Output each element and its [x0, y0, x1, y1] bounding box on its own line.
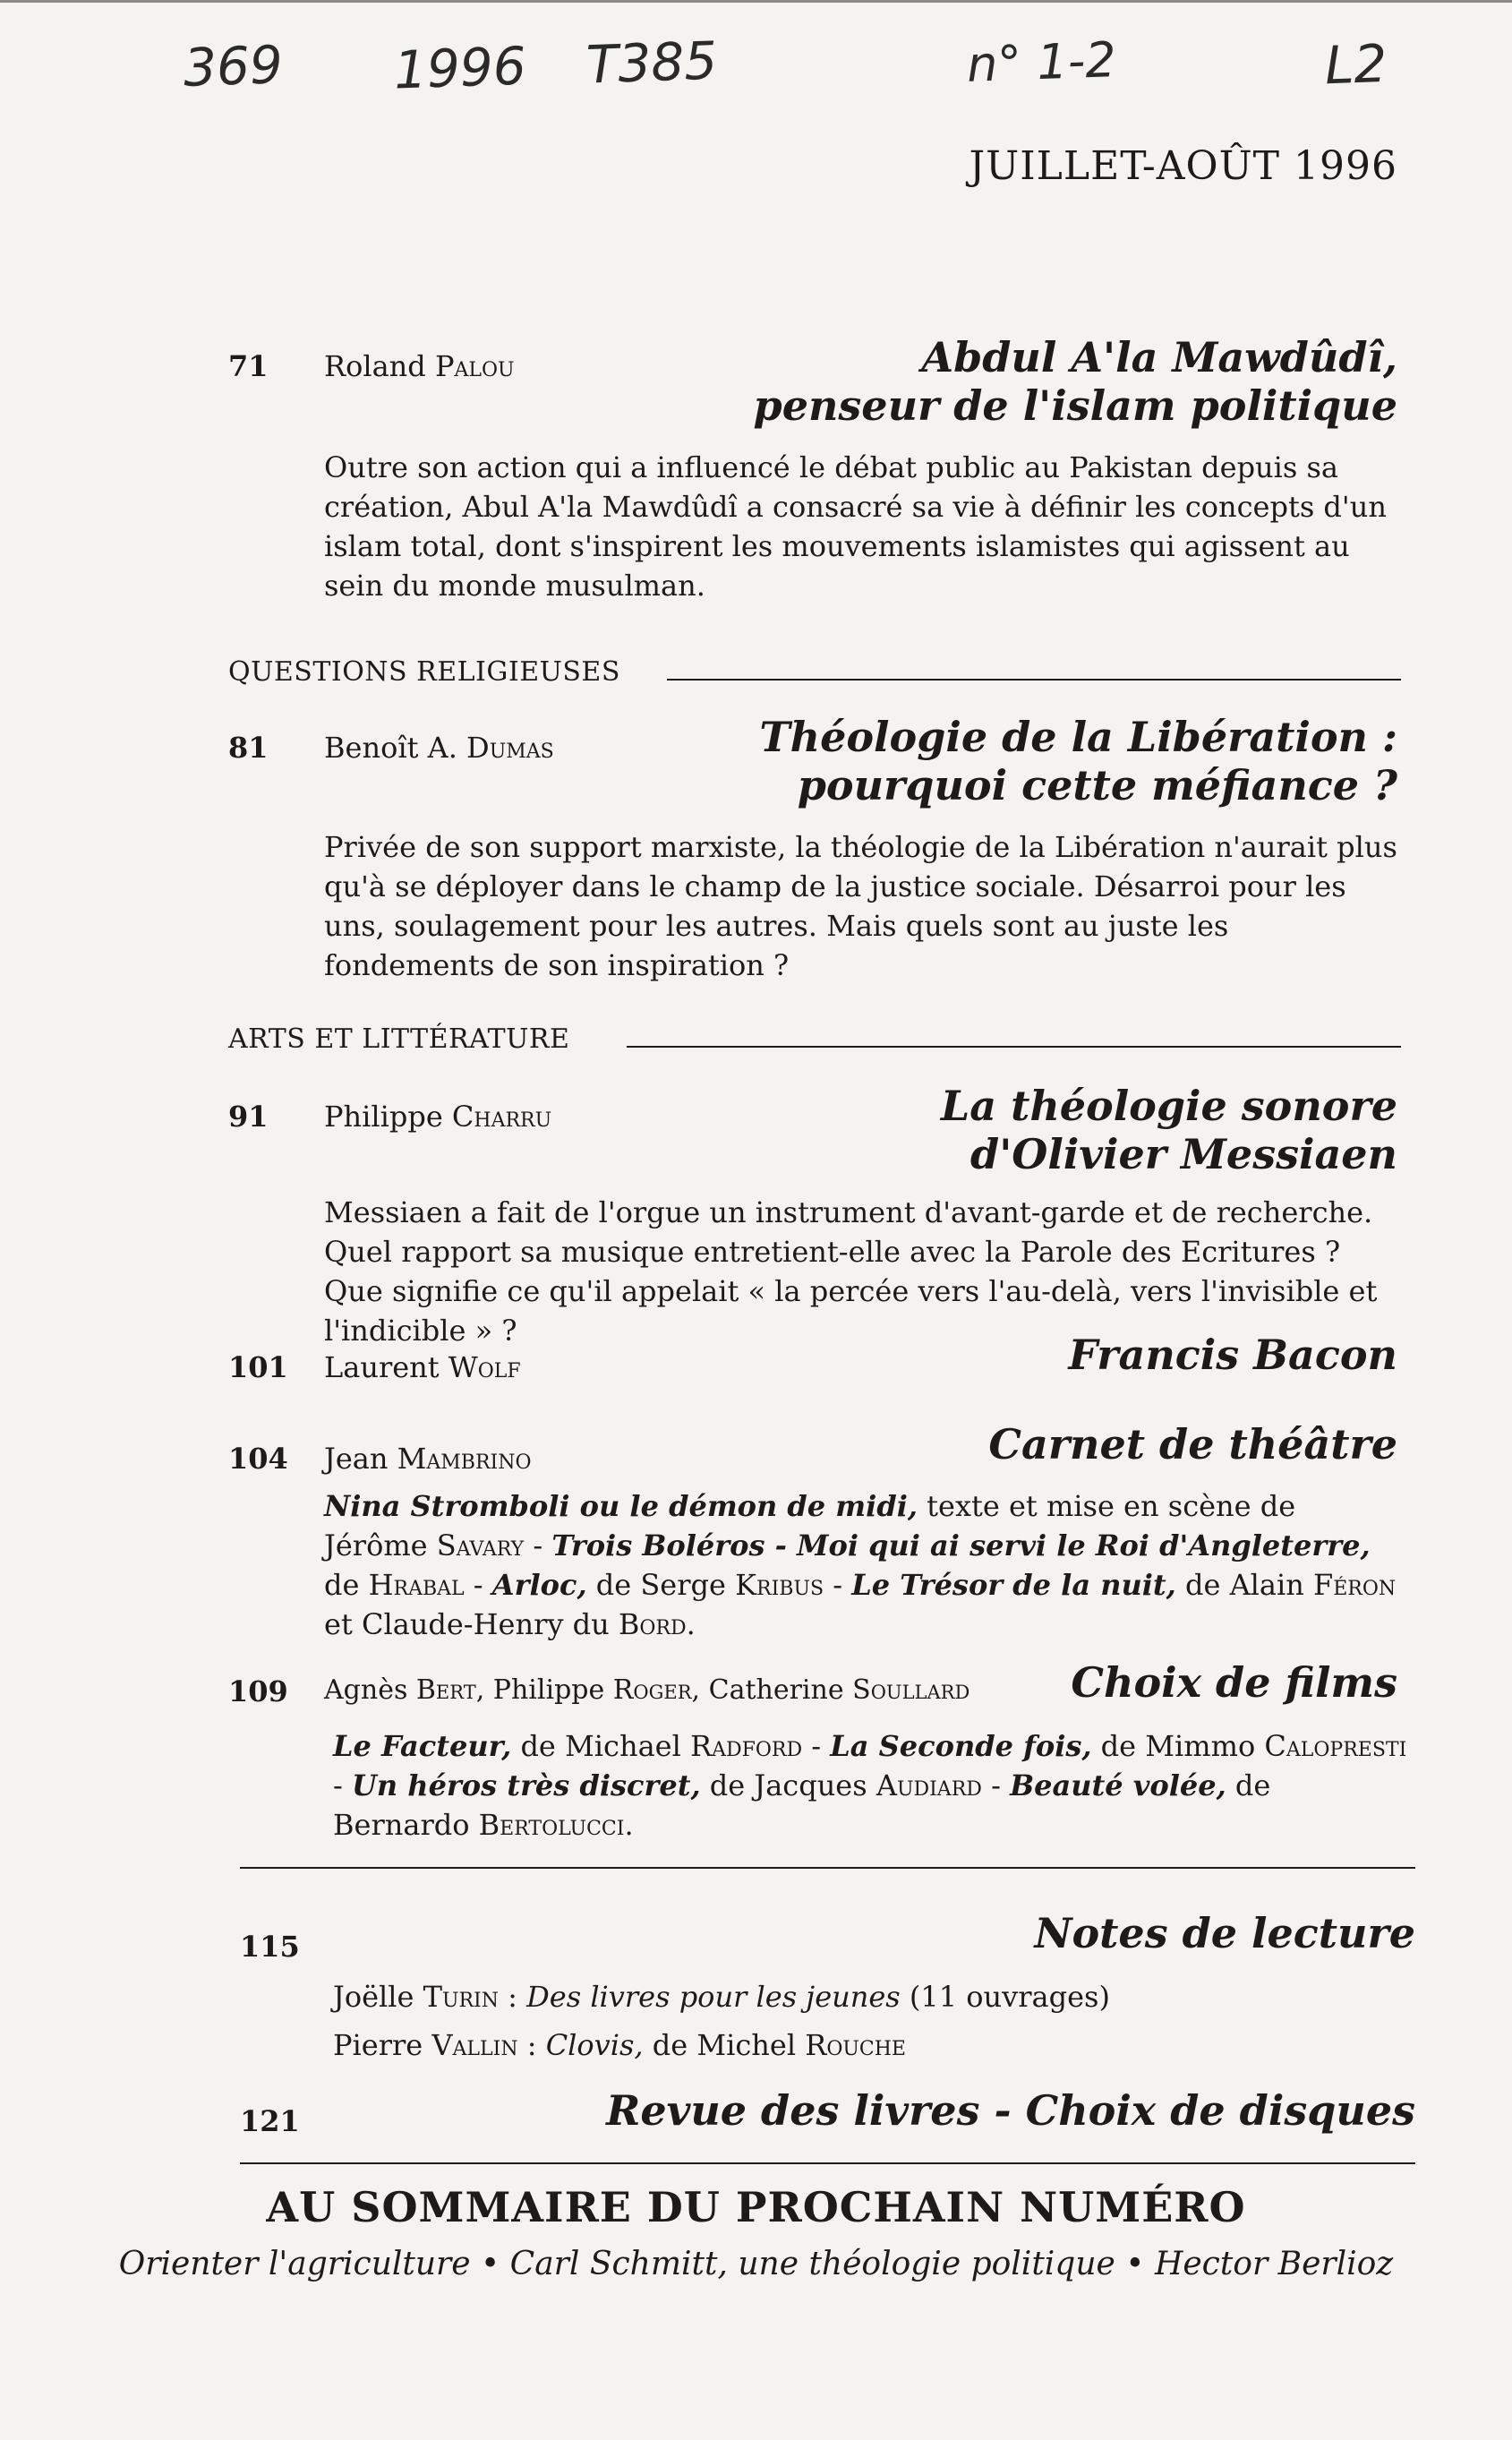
page-number-115: 115 [240, 1930, 300, 1964]
summary-text: de Alain [1175, 1568, 1313, 1603]
summary-text: de Jacques [700, 1768, 876, 1803]
issue-date: JUILLET-AOÛT 1996 [969, 143, 1397, 189]
play-title: Nina Stromboli ou le démon de midi, [324, 1489, 918, 1523]
summary-text: . [624, 1808, 634, 1843]
summary-text: et Claude-Henry du [324, 1607, 619, 1642]
separator-rule [240, 1867, 1415, 1869]
page-number-101: 101 [228, 1350, 288, 1384]
author-last-name: Soullard [852, 1674, 970, 1706]
author-dumas [324, 731, 554, 765]
article-summary-mawdudi: Outre son action qui a influencé le débat public au Pakistan depuis sa création, Abul A'la Mawdûdî a consacré sa vie à définir les concepts d'un islam total, dont s'inspirent les mouvements islamistes qui agissent au sein du monde musulman. [324, 450, 1387, 604]
author-last-name: Palou [434, 349, 515, 383]
page-number-71: 71 [228, 349, 269, 383]
person-name: Audiard [876, 1768, 982, 1803]
next-issue-heading: AU SOMMAIRE DU PROCHAIN NUMÉRO [266, 2183, 1246, 2231]
author-last-name: Dumas [466, 731, 554, 765]
summary-text: de Michel [643, 2028, 806, 2062]
author-mambrino [324, 1442, 532, 1476]
author-last-name: Turin [423, 1980, 499, 2014]
handwritten-note-issue: n° 1-2 [965, 31, 1117, 93]
person-name: Féron [1313, 1568, 1397, 1603]
page-number-81: 81 [228, 731, 269, 765]
separator: - [802, 1729, 831, 1763]
section-rule [667, 679, 1401, 681]
section-rule [627, 1046, 1401, 1048]
page-number-104: 104 [228, 1442, 288, 1476]
summary-text: de Mimmo [1091, 1729, 1265, 1763]
author-first-name: Philippe [492, 1674, 605, 1706]
separator: - [333, 1768, 352, 1803]
author-first-name: Roland [324, 349, 426, 383]
separator: - [824, 1568, 852, 1603]
section-heading-arts: ARTS ET LITTÉRATURE [228, 1023, 570, 1055]
separator: - [524, 1528, 552, 1563]
article-summary-theatre [324, 1486, 1398, 1645]
page-number-109: 109 [228, 1674, 288, 1708]
author-first-name: Catherine [708, 1674, 844, 1706]
reading-note-turin [333, 1977, 1407, 2016]
author-first-name: Laurent [324, 1350, 440, 1384]
author-last-name: Wolf [448, 1350, 521, 1384]
book-count: (11 ouvrages) [900, 1980, 1110, 2014]
handwritten-note-year: 1996 [392, 35, 527, 101]
summary-text: de Michael [511, 1729, 690, 1763]
article-summary-messiaen: Messiaen a fait de l'orgue un instrument d'avant-garde et de recherche. Quel rapport sa musique entretient-elle avec la Parole des Ecritures ? Que signifie ce qu'il appelait « la percée vers l'au-delà, vers l'invisible et l'indicible » ? [324, 1195, 1378, 1348]
play-title: Trois Boléros - Moi qui ai servi le Roi d'Angleterre, [551, 1528, 1371, 1563]
separator-rule [240, 2162, 1415, 2164]
author-wolf [324, 1350, 521, 1384]
article-title-reviews[interactable]: Revue des livres - Choix de disques [606, 2086, 1415, 2135]
title-line: Abdul A'la Mawdûdî, [921, 333, 1397, 381]
summary-text: . [686, 1607, 696, 1642]
page-number-91: 91 [228, 1100, 269, 1134]
article-title-messiaen[interactable] [941, 1082, 1397, 1179]
person-name: Calopresti [1264, 1729, 1407, 1763]
person-name: Kribus [735, 1568, 824, 1603]
play-title: Le Trésor de la nuit, [851, 1568, 1176, 1603]
author-first-name: Agnès [324, 1674, 408, 1706]
author-last-name: Bert [415, 1674, 476, 1706]
article-summary-liberation: Privée de son support marxiste, la théologie de la Libération n'aurait plus qu'à se déployer dans le champ de la justice sociale. Désarroi pour les uns, soulagement pour les autres. Mais quels sont au juste les fondements de son inspiration ? [324, 830, 1397, 983]
authors-films: Agnès Bert, Philippe Roger, Catherine Soullard [324, 1674, 970, 1706]
book-title: Clovis, [545, 2028, 644, 2062]
separator: : [499, 1980, 527, 2014]
article-title-bacon[interactable]: Francis Bacon [1068, 1331, 1397, 1379]
article-title-liberation[interactable] [759, 713, 1397, 810]
person-name: Hrabal [368, 1568, 465, 1603]
handwritten-note-call-number: T385 [585, 30, 719, 96]
author-first-name: Benoît A. [324, 731, 457, 765]
article-title-notes[interactable]: Notes de lecture [1034, 1909, 1415, 1957]
person-name: Rouche [805, 2028, 906, 2062]
summary-text: texte et mise en scène de Jérôme [324, 1489, 1296, 1563]
article-title-theatre[interactable]: Carnet de théâtre [988, 1420, 1397, 1468]
top-edge-line [0, 0, 1512, 3]
title-line: pourquoi cette méfiance ? [797, 761, 1397, 810]
author-last-name: Roger [612, 1674, 692, 1706]
title-line: d'Olivier Messiaen [970, 1130, 1397, 1179]
article-title-films[interactable]: Choix de films [1071, 1658, 1397, 1707]
summary-text: de Bernardo [333, 1768, 1271, 1843]
page-number-121: 121 [240, 2104, 300, 2138]
author-first-name: Joëlle [333, 1980, 414, 2014]
handwritten-note-369: 369 [182, 34, 284, 98]
author-last-name: Mambrino [397, 1442, 532, 1476]
separator: - [464, 1568, 492, 1603]
section-heading-religion: QUESTIONS RELIGIEUSES [228, 656, 620, 688]
film-title: Le Facteur, [333, 1729, 512, 1763]
author-first-name: Jean [324, 1442, 389, 1476]
book-title: Des livres pour les jeunes [526, 1980, 901, 2014]
summary-text: de [324, 1568, 369, 1603]
person-name: Bertolucci [478, 1808, 625, 1843]
film-title: Beauté volée, [1010, 1768, 1226, 1803]
author-first-name: Pierre [333, 2028, 423, 2062]
play-title: Arloc, [491, 1568, 587, 1603]
article-title-mawdudi[interactable] [754, 333, 1397, 431]
handwritten-note-l2: L2 [1323, 32, 1388, 97]
separator: : [517, 2028, 546, 2062]
person-name: Bord [618, 1607, 687, 1642]
author-first-name: Philippe [324, 1100, 443, 1134]
article-summary-films [333, 1726, 1407, 1845]
author-last-name: Vallin [431, 2028, 518, 2062]
person-name: Savary [436, 1528, 525, 1563]
author-last-name: Charru [451, 1100, 552, 1134]
author-charru [324, 1100, 551, 1134]
separator: - [981, 1768, 1011, 1803]
film-title: Un héros très discret, [351, 1768, 701, 1803]
author-palou [324, 349, 515, 383]
person-name: Radford [689, 1729, 803, 1763]
reading-note-vallin [333, 2025, 1407, 2065]
title-line: penseur de l'islam politique [753, 381, 1397, 431]
next-issue-topics: Orienter l'agriculture • Carl Schmitt, une théologie politique • Hector Berlioz [118, 2246, 1394, 2282]
summary-text: de Serge [586, 1568, 736, 1603]
title-line: Théologie de la Libération : [759, 713, 1397, 761]
film-title: La Seconde fois, [830, 1729, 1092, 1763]
title-line: La théologie sonore [940, 1082, 1397, 1130]
